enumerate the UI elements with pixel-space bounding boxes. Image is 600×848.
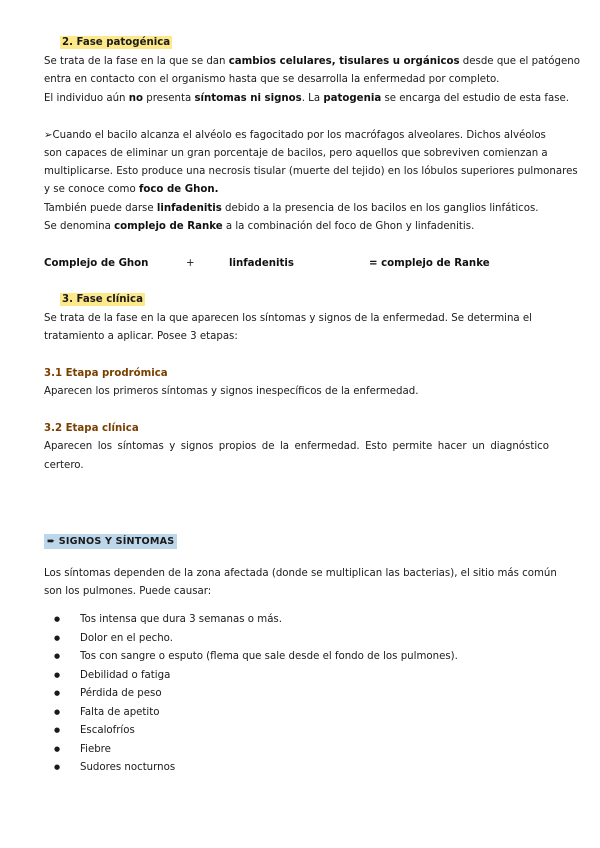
heading-text: 3. Fase clínica: [62, 294, 143, 305]
list-item: ● Falta de apetito: [80, 706, 159, 719]
text: Se trata de la fase en la que se dan: [44, 56, 229, 67]
paragraph-line: entra en contacto con el organismo hasta que se desarrolla la enfermedad por completo.: [44, 74, 500, 85]
heading-text: 2. Fase patogénica: [62, 37, 171, 48]
paragraph-line: Los síntomas dependen de la zona afectada (donde se multiplican las bacterias), el sitio más común: [44, 568, 557, 579]
paragraph-line: son capaces de eliminar un gran porcentaje de bacilos, pero aquellos que sobreviven comienzan a: [44, 148, 548, 159]
paragraph-line: Se trata de la fase en la que aparecen los síntomas y signos de la enfermedad. Se determina el: [44, 313, 532, 324]
paragraph-line: [44, 92, 569, 105]
formula-plus: +: [186, 258, 195, 269]
paragraph-line: certero.: [44, 460, 84, 471]
paragraph-line: tratamiento a aplicar. Posee 3 etapas:: [44, 331, 238, 342]
paragraph-line: [44, 202, 539, 215]
list-item: ● Tos con sangre o esputo (flema que sale desde el fondo de los pulmones).: [80, 650, 458, 663]
text: Se denomina: [44, 221, 115, 232]
bold-text: no: [128, 93, 144, 104]
paragraph-line: Aparecen los síntomas y signos propios de la enfermedad. Esto permite hacer un diagnóstico: [44, 441, 549, 452]
text: También puede darse: [44, 203, 157, 214]
formula-term: linfadenitis: [229, 258, 294, 269]
paragraph-line: multiplicarse. Esto produce una necrosis tisular (muerte del tejido) en los lóbulos superiores pulmonares: [44, 166, 578, 177]
section-heading-fase-patogenica: [60, 36, 172, 49]
heading-text: ➨ SIGNOS Y SÍNTOMAS: [44, 534, 177, 549]
bold-text: linfadenitis: [156, 203, 222, 214]
formula-line: [229, 257, 294, 270]
formula-line: [44, 257, 148, 270]
bold-text: foco de Ghon.: [138, 184, 219, 195]
text: . La: [301, 93, 324, 104]
text: se encarga del estudio de esta fase.: [381, 93, 570, 104]
section-heading-fase-clinica: [60, 293, 145, 306]
paragraph-line: [44, 183, 218, 196]
text: a la combinación del foco de Ghon y linfadenitis.: [222, 221, 475, 232]
list-item: ● Debilidad o fatiga: [80, 669, 170, 682]
formula-result: = complejo de Ranke: [369, 258, 490, 269]
list-item: ● Escalofríos: [80, 724, 135, 737]
formula-line: [369, 257, 490, 270]
paragraph-line: [44, 55, 580, 68]
text: desde que el patógeno: [459, 56, 580, 67]
list-item: ● Dolor en el pecho.: [80, 632, 173, 645]
paragraph-line: [44, 220, 474, 233]
bold-text: complejo de Ranke: [114, 221, 223, 232]
bold-text: síntomas ni signos: [194, 93, 302, 104]
list-item: ● Fiebre: [80, 743, 111, 756]
section-heading-signos-sintomas: [44, 535, 177, 548]
subheading-etapa-prodromica: 3.1 Etapa prodrómica: [44, 368, 168, 379]
formula-term: Complejo de Ghon: [44, 258, 149, 269]
bold-text: cambios celulares, tisulares u orgánicos: [228, 56, 460, 67]
text: presenta: [143, 93, 195, 104]
paragraph-line: son los pulmones. Puede causar:: [44, 586, 212, 597]
list-item: ● Tos intensa que dura 3 semanas o más.: [80, 613, 282, 626]
bold-text: patogenia: [323, 93, 382, 104]
list-item: ● Sudores nocturnos: [80, 761, 175, 774]
text: El individuo aún: [44, 93, 129, 104]
text: debido a la presencia de los bacilos en los ganglios linfáticos.: [221, 203, 539, 214]
paragraph-line: ➢Cuando el bacilo alcanza el alvéolo es fagocitado por los macrófagos alveolares. Dichos alvéolos: [44, 130, 546, 141]
paragraph-line: Aparecen los primeros síntomas y signos inespecíficos de la enfermedad.: [44, 386, 419, 397]
text: y se conoce como: [44, 184, 139, 195]
list-item: ● Pérdida de peso: [80, 687, 162, 700]
subheading-etapa-clinica: 3.2 Etapa clínica: [44, 423, 139, 434]
